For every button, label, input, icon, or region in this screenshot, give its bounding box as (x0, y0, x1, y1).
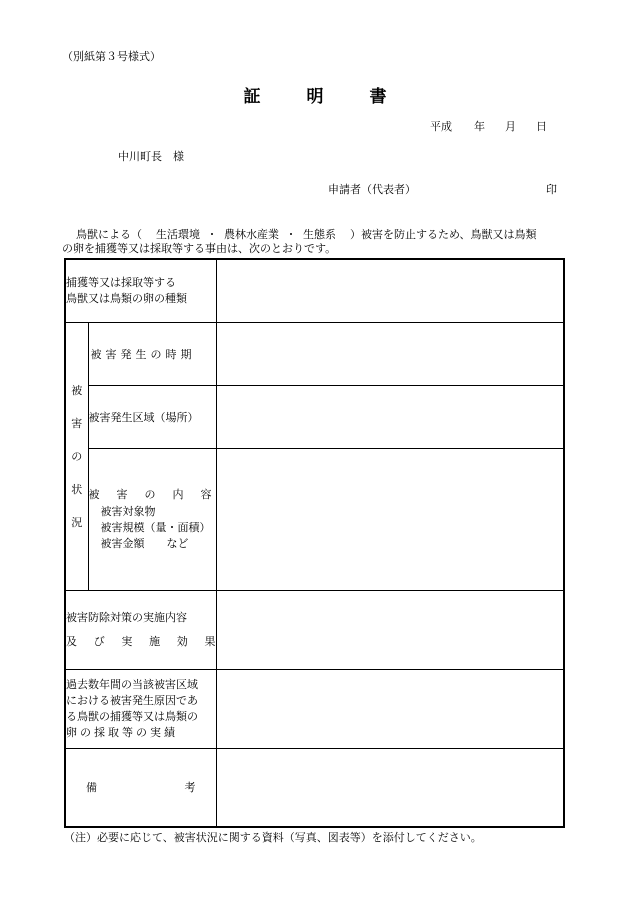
form-number: （別紙第３号様式） (62, 50, 161, 63)
damage-status-label: 被 害 の 状 況 (65, 322, 88, 590)
history-label: 過去数年間の当該被害区域 における被害発生原因であ る鳥獣の捕獲等又は鳥類の 卵の採取等の実績 (65, 669, 216, 748)
damage-period-label: 被害発生の時期 (88, 322, 216, 385)
row-damage-area (65, 385, 564, 448)
applicant-label: 申請者（代表者） (328, 183, 416, 196)
option-agriculture: 農林水産業 (224, 228, 279, 241)
date-line (430, 118, 547, 134)
species-label: 捕獲等又は採取等する 鳥獣又は鳥類の卵の種類 (65, 259, 216, 322)
remarks-field[interactable] (216, 748, 564, 827)
species-field[interactable] (216, 259, 564, 322)
damage-content-label (88, 448, 216, 590)
damage-content-item: 被害金額 など (100, 537, 189, 550)
damage-period-field[interactable] (216, 322, 564, 385)
date-era: 平成 (430, 120, 452, 133)
remarks-label: 備 考 (65, 748, 216, 827)
option-ecosystem: 生態系 (303, 228, 336, 241)
date-month: 月 (505, 120, 516, 133)
history-field[interactable] (216, 669, 564, 748)
row-countermeasure (65, 590, 564, 669)
row-remarks (65, 748, 564, 827)
intro-suffix: ）被害を防止するため、鳥獣又は鳥類 (350, 228, 537, 241)
option-living-environment: 生活環境 (156, 228, 200, 241)
damage-content-item: 被害対象物 (100, 505, 156, 518)
footer-note: （注）必要に応じて、被害状況に関する資料（写真、図表等）を添付してください。 (64, 831, 482, 844)
row-damage-content (65, 448, 564, 590)
date-day: 日 (536, 120, 547, 133)
intro-line-2: の卵を捕獲等又は採取等する事由は、次のとおりです。 (62, 242, 337, 255)
row-history (65, 669, 564, 748)
damage-area-field[interactable] (216, 385, 564, 448)
intro-line-1 (62, 228, 537, 242)
damage-area-label: 被害発生区域（場所） (88, 385, 216, 448)
title-char: 明 (306, 87, 324, 107)
date-year: 年 (474, 120, 485, 133)
seal-mark: 印 (546, 183, 557, 196)
document-title (0, 82, 630, 107)
title-char: 証 (243, 87, 261, 107)
intro-prefix: 鳥獣による（ (76, 228, 142, 241)
row-damage-period (65, 322, 564, 385)
intro-paragraph (62, 228, 537, 256)
countermeasure-field[interactable] (216, 590, 564, 669)
addressee: 中川町長 様 (118, 150, 184, 163)
damage-content-heading: 被 害 の 内 容 (88, 488, 212, 501)
title-char: 書 (369, 87, 387, 107)
damage-content-field[interactable] (216, 448, 564, 590)
option-separator: ・ (206, 228, 218, 241)
row-species (65, 259, 564, 322)
damage-content-item: 被害規模（量・面積） (100, 521, 211, 534)
certificate-table (64, 258, 565, 828)
countermeasure-label: 被害防除対策の実施内容 及 び 実 施 効 果 (65, 590, 216, 669)
option-separator: ・ (285, 228, 297, 241)
